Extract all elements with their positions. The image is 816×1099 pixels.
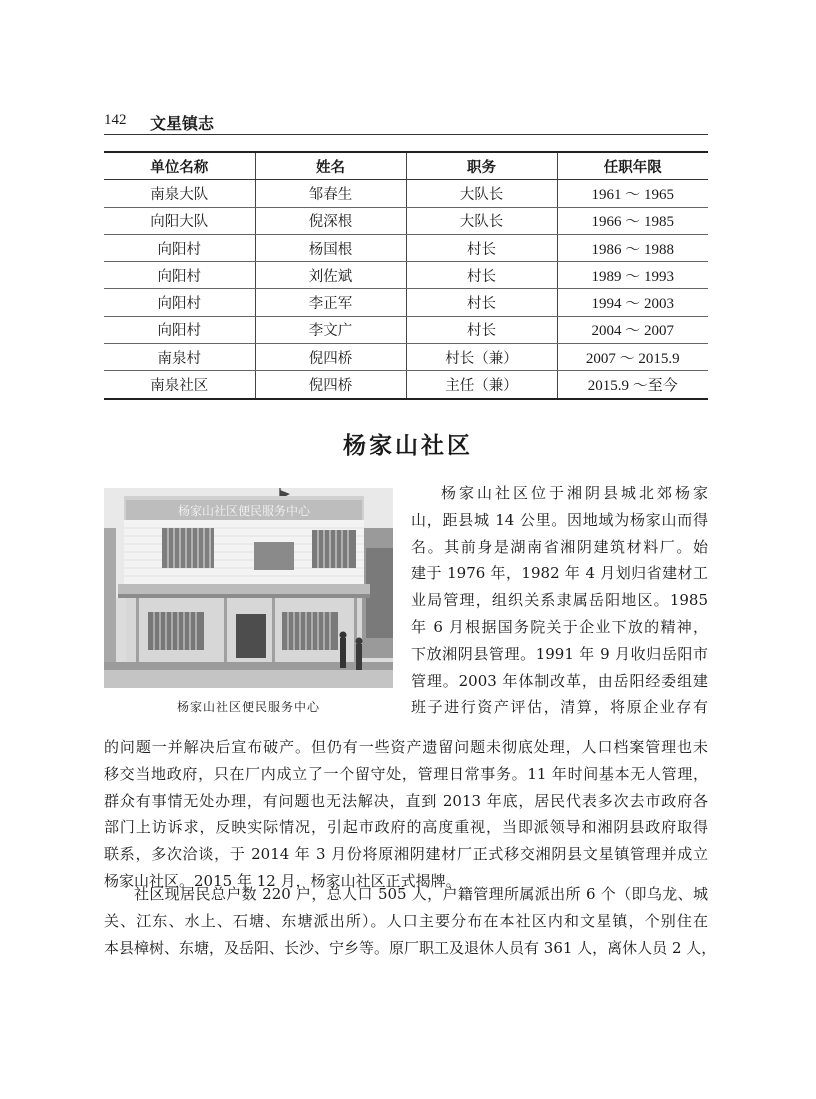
position-cell: 村长 [406, 289, 557, 316]
table-row [104, 207, 708, 234]
name-cell: 倪深根 [255, 207, 406, 234]
running-header [104, 112, 708, 135]
paragraph-intro-continued [104, 734, 708, 895]
table-row [104, 371, 708, 399]
unit-cell: 南泉村 [104, 344, 255, 371]
text-line: 社区现居民总户数 220 户，总人口 505 人，户籍管理所属派出所 6 个（即乌龙、城 [134, 885, 708, 903]
position-cell: 村长 [406, 316, 557, 343]
text-line: 班子进行资产评估，清算，将原企业存有 [411, 698, 708, 717]
position-cell: 村长（兼） [406, 344, 557, 371]
text-line: 年 6 月根据国务院关于企业下放的精神， [411, 617, 708, 636]
text-line: 杨家山社区位于湘阴县城北郊杨家 [441, 484, 708, 502]
unit-cell: 南泉社区 [150, 378, 209, 395]
name-cell: 刘佐斌 [255, 262, 406, 289]
position-cell: 主任（兼） [406, 371, 557, 399]
table-row [104, 234, 708, 261]
position-cell: 大队长 [406, 207, 557, 234]
text-line: 名。其前身是湖南省湘阴建筑材料厂。始 [411, 537, 708, 556]
photo-caption: 杨家山社区便民服务中心 [176, 700, 320, 714]
term-cell: 1989 ～ 1993 [557, 262, 708, 289]
community-center-photo [104, 488, 393, 688]
table-row [104, 262, 708, 289]
name-cell: 李文广 [255, 316, 406, 343]
text-line: 建于 1976 年，1982 年 4 月划归省建材工 [411, 564, 708, 583]
text-line: 部门上访诉求，反映实际情况，引起市政府的高度重视，当即派领导和湘阴县政府取得 [104, 818, 708, 837]
unit-cell: 向阳大队 [104, 207, 255, 234]
term-cell: 1994 ～ 2003 [557, 289, 708, 316]
name-cell: 杨国根 [255, 234, 406, 261]
text-line: 移交当地政府，只在厂内成立了一个留守处，管理日常事务。11 年时间基本无人管理， [104, 764, 708, 783]
text-line: 杨家山社区。2015 年 12 月，杨家山社区正式揭牌。 [104, 871, 461, 890]
table-row [104, 180, 708, 207]
name-cell: 倪四桥 [255, 344, 406, 371]
name-cell: 邹春生 [255, 180, 406, 207]
sign-text: 杨家山社区便民服务中心 [177, 504, 311, 518]
text-line: 下放湘阴县管理。1991 年 9 月收归岳阳市 [411, 644, 708, 663]
paragraph-population [104, 881, 717, 961]
text-line: 本县樟树、东塘，及岳阳、长沙、宁乡等。原厂职工及退休人员有 361 人，离休人员 2 人， [104, 938, 717, 957]
name-cell: 倪四桥 [255, 371, 406, 399]
term-cell: 1986 ～ 1988 [557, 234, 708, 261]
text-line: 的问题一并解决后宣布破产。但仍有一些资产遗留问题未彻底处理，人口档案管理也未 [104, 738, 708, 756]
term-cell: 1961 ～ 1965 [557, 180, 708, 207]
table-header-row [104, 152, 708, 180]
paragraph-intro-wrapped [411, 480, 708, 721]
page-number: 142 [104, 112, 127, 128]
table-row [104, 316, 708, 343]
column-header: 姓名 [255, 152, 406, 180]
text-line: 关、江东、水上、石塘、东塘派出所）。人口主要分布在本社区内和文星镇，个别住在 [104, 911, 708, 930]
term-cell: 2007 ～ 2015.9 [557, 344, 708, 371]
name-cell: 李正军 [255, 289, 406, 316]
unit-cell: 向阳村 [104, 289, 255, 316]
position-cell: 大队长 [406, 180, 557, 207]
book-title: 文星镇志 [150, 114, 215, 133]
unit-cell: 向阳村 [104, 262, 255, 289]
term-cell: 2015.9 ～至今 [557, 371, 708, 399]
position-cell: 村长 [406, 234, 557, 261]
unit-cell: 向阳村 [104, 234, 255, 261]
text-line: 山，距县城 14 公里。因地域为杨家山而得 [411, 510, 708, 529]
position-cell: 村长 [406, 262, 557, 289]
text-line: 管理。2003 年体制改革，由岳阳经委组建 [411, 671, 708, 690]
building-illustration [104, 488, 393, 688]
table-row [104, 289, 708, 316]
text-line: 群众有事情无处办理，有问题也无法解决，直到 2013 年底，居民代表多次去市政府各 [104, 791, 708, 810]
text-line: 业局管理，组织关系隶属岳阳地区。1985 [411, 591, 708, 610]
column-header: 单位名称 [104, 152, 255, 180]
text-line: 联系，多次洽谈，于 2014 年 3 月份将原湘阴建材厂正式移交湘阴县文星镇管理并成立 [104, 845, 708, 864]
unit-cell: 向阳村 [104, 316, 255, 343]
leaders-table [104, 151, 708, 400]
column-header: 任职年限 [557, 152, 708, 180]
term-cell: 1966 ～ 1985 [557, 207, 708, 234]
section-title: 杨家山社区 [343, 433, 473, 459]
table-row [104, 344, 708, 371]
column-header: 职务 [406, 152, 557, 180]
term-cell: 2004 ～ 2007 [557, 316, 708, 343]
unit-cell: 南泉大队 [104, 180, 255, 207]
